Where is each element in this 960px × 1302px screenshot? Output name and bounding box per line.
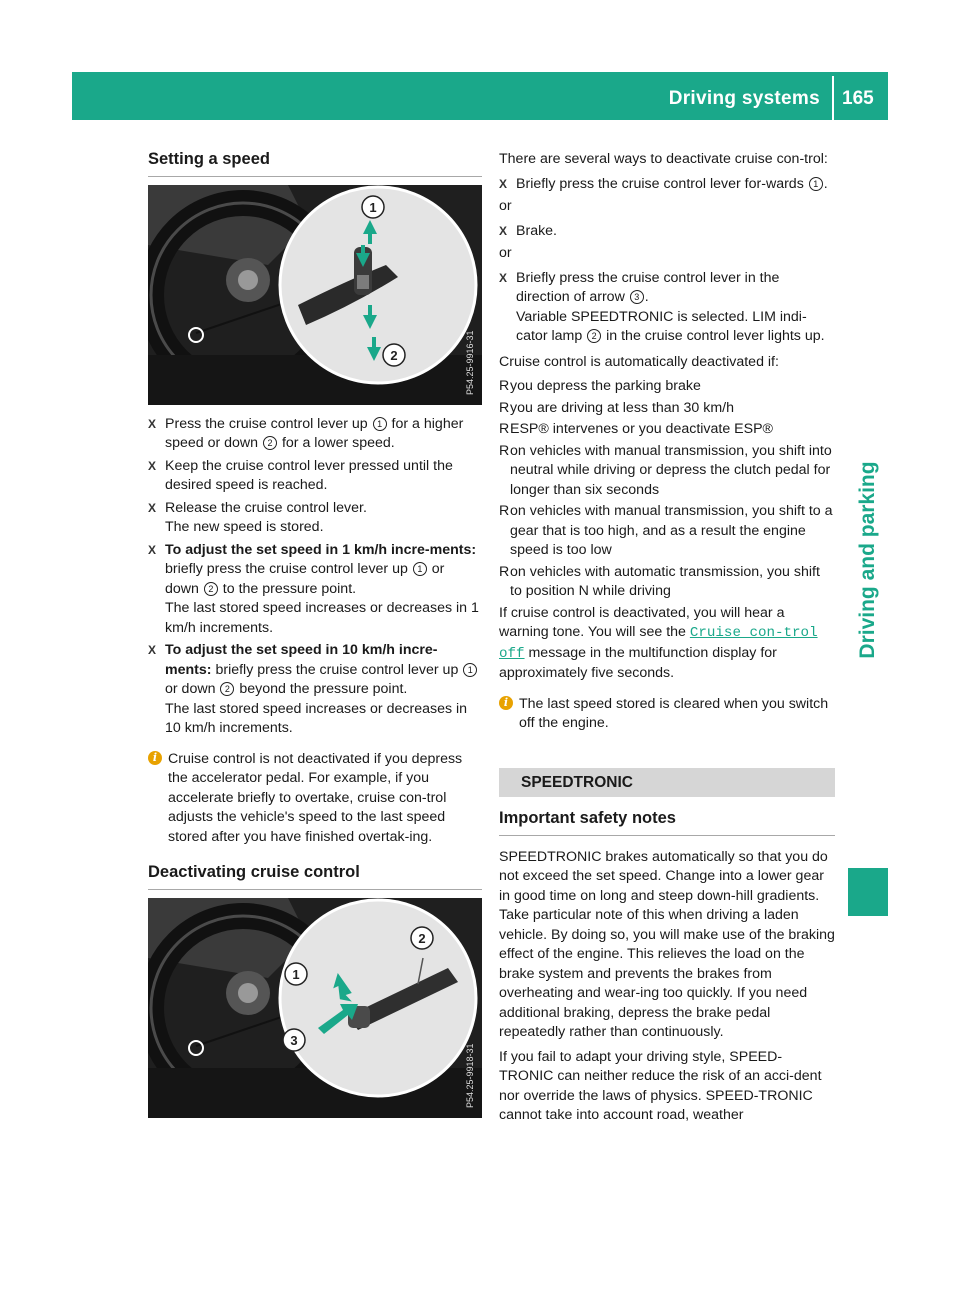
steering-lever-illustration — [148, 185, 482, 405]
step-c: X Briefly press the cruise control lever in the direction of arrow 3 . Variable SPEEDTRONIC is selected. LIM indi-cator lamp 2 in the cruise control lever lights up. — [499, 269, 825, 344]
step-arrow-icon: X — [499, 223, 508, 238]
step-arrow-icon: X — [148, 458, 157, 473]
right-column — [499, 150, 835, 1131]
section-band-speedtronic: SPEEDTRONIC — [499, 768, 835, 798]
header-divider — [832, 76, 834, 120]
list-item: R on vehicles with automatic transmission, you shift to position N while driving — [499, 563, 820, 599]
step-5: X To adjust the set speed in 10 km/h incre-ments: briefly press the cruise control lever up 1 or down 2 beyond the pressure point. The last stored speed increases or decreases in 10 km/h increments. — [148, 641, 482, 739]
auto-deactivate-intro: Cruise control is automatically deactivated if: — [499, 353, 779, 370]
step-arrow-icon: X — [499, 270, 508, 285]
figure-code: P54.25-9918-31 — [465, 1042, 475, 1108]
step-a: X Briefly press the cruise control lever for-wards 1 . — [499, 175, 835, 195]
left-column — [148, 150, 482, 1118]
info-icon: i — [499, 696, 513, 710]
step-arrow-icon: X — [148, 542, 157, 557]
figure-deactivating — [148, 898, 482, 1118]
heading-safety-notes: Important safety notes — [499, 809, 835, 836]
list-item: R you are driving at less than 30 km/h — [499, 399, 734, 416]
heading-deactivating: Deactivating cruise control — [148, 863, 482, 890]
list-item: R you depress the parking brake — [499, 378, 701, 394]
safety-paragraph-2: If you fail to adapt your driving style, SPEED-TRONIC can neither reduce the risk of an acci-dent nor override the laws of physics. SPEED-TRONIC cannot take into account road, weather — [499, 1048, 822, 1123]
safety-paragraph-1: SPEEDTRONIC brakes automatically so that you do not exceed the set speed. Change into a lower gear in good time on long and steep down-hill gradients. Take particular note of this when driving a laden vehicle. By doing so, you will make use of the braking effect of the engine. This relieves the load on the brake system and prevents the brakes from overheating and wear-ing too quickly. If you need additional braking, depress the brake pedal repeatedly rather than continuously. — [499, 848, 835, 1040]
page-number: 165 — [842, 88, 874, 109]
step-b: X Brake. — [499, 222, 835, 242]
step-1: X Press the cruise control lever up 1 for a higher speed or down 2 for a lower speed. — [148, 415, 464, 451]
chapter-side-label: Driving and parking — [856, 461, 879, 659]
callout-2: 2 — [390, 347, 398, 363]
callout-1: 1 — [369, 199, 377, 215]
or-text-1: or — [499, 198, 512, 214]
list-item: R ESP® intervenes or you deactivate ESP® — [499, 421, 774, 437]
step-arrow-icon: X — [148, 500, 157, 515]
step-4: X To adjust the set speed in 1 km/h incre-ments: briefly press the cruise control lever up 1 or down 2 to the pressure point. The last stored speed increases or decreases in 1 km/h increments. — [148, 541, 479, 636]
info-note-2: i The last speed stored is cleared when you switch off the engine. — [499, 695, 835, 734]
display-message: Cruise con-trol off — [499, 625, 818, 662]
info-icon: i — [148, 751, 162, 765]
section-title: Driving systems — [668, 88, 820, 109]
step-2: X Keep the cruise control lever pressed until the desired speed is reached. — [148, 457, 453, 493]
or-text-2: or — [499, 245, 512, 261]
info-note-1: i Cruise control is not deactivated if you depress the accelerator pedal. For example, if you accelerate briefly to overtake, cruise con-trol adjusts the vehicle's speed to the last speed stored after you have finished overtak-ing. — [148, 750, 482, 848]
deactivate-intro: There are several ways to deactivate cruise con-trol: — [499, 151, 828, 167]
step-3: X Release the cruise control lever. The new speed is stored. — [148, 499, 367, 535]
step-arrow-icon: X — [499, 176, 508, 191]
callout-2: 2 — [418, 930, 426, 946]
list-item: R on vehicles with manual transmission, you shift into neutral while driving or depress the clutch pedal for longer than six seconds — [499, 442, 832, 498]
heading-setting-speed: Setting a speed — [148, 150, 482, 177]
warning-tone-text: If cruise control is deactivated, you will hear a warning tone. You will see the Cruise con-trol off message in the multifunction display for approximately five seconds. — [499, 604, 818, 681]
steering-lever-illustration-2 — [148, 898, 482, 1118]
step-arrow-icon: X — [148, 416, 157, 431]
chapter-tab-marker — [848, 868, 888, 916]
step-arrow-icon: X — [148, 643, 157, 657]
figure-setting-speed — [148, 185, 482, 405]
callout-1: 1 — [292, 966, 300, 982]
list-item: R on vehicles with manual transmission, you shift to a gear that is too high, and as a result the engine speed is too low — [499, 503, 833, 558]
callout-3: 3 — [290, 1032, 298, 1048]
figure-code: P54.25-9916-31 — [465, 329, 475, 395]
